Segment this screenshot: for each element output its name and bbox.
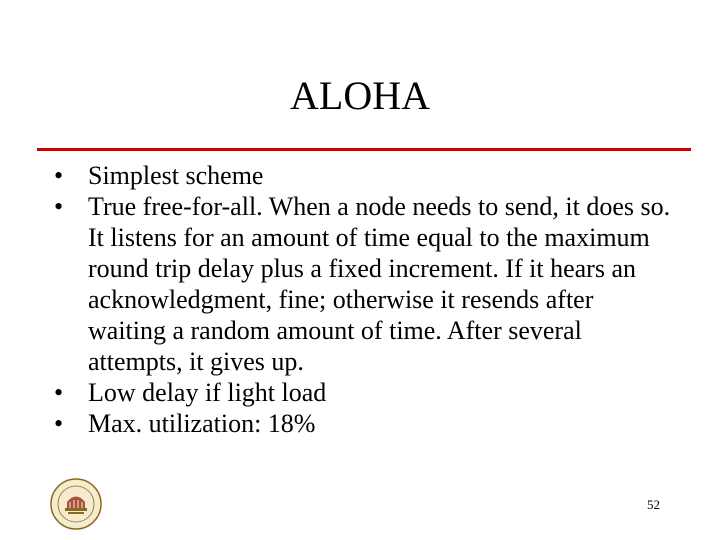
- bullet-marker: •: [54, 409, 64, 438]
- bullet-text: Low delay if light load: [88, 378, 327, 407]
- bullet-item: [54, 408, 674, 439]
- slide-title: ALOHA: [290, 73, 430, 118]
- university-seal-icon: [50, 478, 102, 530]
- bullet-text: Simplest scheme: [88, 161, 264, 190]
- bullet-list: [54, 160, 674, 439]
- bullet-marker: •: [54, 378, 64, 407]
- title-divider: [37, 148, 691, 151]
- bullet-marker: •: [54, 161, 64, 190]
- bullet-text: True free-for-all. When a node needs to send, it does so. It listens for an amount of time equal to the maximum round trip delay plus a fixed increment. If it hears an acknowledgment, fine; otherwise it resends after waiting a random amount of time. After several attempts, it gives up.: [88, 192, 671, 376]
- bullet-item: [54, 160, 674, 191]
- bullet-text: Max. utilization: 18%: [88, 409, 316, 438]
- bullet-item: [54, 191, 674, 377]
- bullet-item: [54, 377, 674, 408]
- bullet-marker: •: [54, 192, 64, 221]
- page-number: 52: [647, 497, 660, 512]
